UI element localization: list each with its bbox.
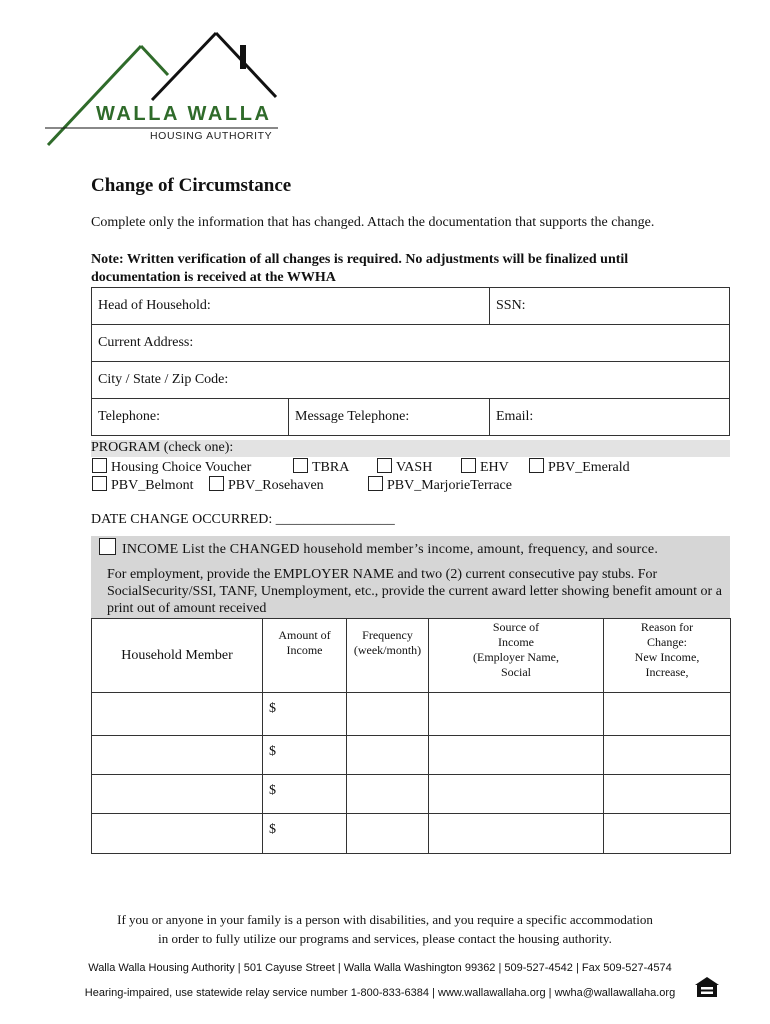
frequency-cell[interactable] [347,814,429,854]
program-option-tbra[interactable] [293,458,349,476]
col-household-member: Household Member [92,619,263,693]
telephone-field[interactable]: Telephone: [92,399,289,436]
frequency-cell[interactable] [347,736,429,775]
col-amount-line2: Income [286,643,323,657]
col-frequency-line1: Frequency [362,628,413,642]
income-heading[interactable] [99,538,658,558]
option-label: EHV [480,460,509,475]
checkbox[interactable] [92,476,107,491]
col-reason-line3: New Income, [634,650,700,664]
table-row [92,814,731,854]
program-option-marjorie[interactable] [368,476,512,494]
reason-cell[interactable] [604,775,731,814]
table-row [92,775,731,814]
amount-cell[interactable]: $ [263,736,347,775]
option-label: PBV_Belmont [111,478,194,493]
checkbox[interactable] [368,476,383,491]
col-reason-line1: Reason for [640,620,694,634]
income-checkbox[interactable] [99,538,116,555]
checkbox[interactable] [209,476,224,491]
table-row [92,736,731,775]
col-source-line1: Source of [492,620,540,634]
amount-cell[interactable]: $ [263,693,347,736]
city-state-zip-field[interactable]: City / State / Zip Code: [92,362,730,399]
program-option-belmont[interactable] [92,476,193,494]
option-label: PBV_Emerald [548,460,630,475]
source-cell[interactable] [429,736,604,775]
program-option-vash[interactable] [377,458,432,476]
frequency-cell[interactable] [347,775,429,814]
footer-relay: Hearing-impaired, use statewide relay service number 1-800-833-6384 | www.wallawallaha.org | wwha@wallawallaha.org [84,987,676,999]
col-amount [263,619,347,693]
accommodation-line1: If you or anyone in your family is a person with disabilities, and you require a specific accommodation [117,912,653,927]
member-cell[interactable] [92,693,263,736]
program-label: PROGRAM (check one): [91,440,234,455]
reason-cell[interactable] [604,693,731,736]
checkbox[interactable] [377,458,392,473]
income-heading-text: INCOME List the CHANGED household member’s income, amount, frequency, and source. [122,542,659,557]
source-cell[interactable] [429,775,604,814]
income-instructions: For employment, provide the EMPLOYER NAME and two (2) current consecutive pay stubs. For SocialSecurity/SSI, TANF, Unemployment, etc., provide the current award letter showing benefit amount or a print out of amount received [107,567,722,616]
date-change-field[interactable]: DATE CHANGE OCCURRED: _________________ [91,512,395,527]
col-frequency [347,619,429,693]
checkbox[interactable] [529,458,544,473]
table-row [92,693,731,736]
ssn-field[interactable]: SSN: [490,288,730,325]
col-frequency-line2: (week/month) [353,643,422,657]
col-source [429,619,604,693]
program-option-hcv[interactable] [92,458,251,476]
footer-address: Walla Walla Housing Authority | 501 Cayuse Street | Walla Walla Washington 99362 | 509-527-4542 | Fax 509-527-4574 [88,962,672,974]
program-option-ehv[interactable] [461,458,509,476]
current-address-field[interactable]: Current Address: [92,325,730,362]
source-cell[interactable] [429,814,604,854]
col-amount-line1: Amount of [278,628,331,642]
col-source-line3: (Employer Name, [473,650,559,664]
logo-subtitle: HOUSING AUTHORITY [150,130,273,142]
intro-text: Complete only the information that has changed. Attach the documentation that supports the change. [91,215,655,230]
checkbox[interactable] [293,458,308,473]
source-cell[interactable] [429,693,604,736]
amount-cell[interactable]: $ [263,814,347,854]
equal-housing-icon [694,976,720,998]
frequency-cell[interactable] [347,693,429,736]
message-telephone-field[interactable]: Message Telephone: [289,399,490,436]
income-table [91,618,731,854]
option-label: TBRA [312,460,350,475]
page-title: Change of Circumstance [91,175,292,196]
checkbox[interactable] [92,458,107,473]
col-reason-line4: Increase, [645,665,689,679]
amount-cell[interactable]: $ [263,775,347,814]
col-source-line4: Social [501,665,531,679]
col-reason-line2: Change: [647,635,687,649]
option-label: VASH [396,460,433,475]
option-label: Housing Choice Voucher [111,460,252,475]
col-source-line2: Income [498,635,534,649]
option-label: PBV_Rosehaven [228,478,324,493]
income-table-header [92,619,731,693]
program-option-rosehaven[interactable] [209,476,324,494]
accommodation-notice [60,910,710,948]
email-field[interactable]: Email: [490,399,730,436]
reason-cell[interactable] [604,736,731,775]
checkbox[interactable] [461,458,476,473]
col-reason [604,619,731,693]
member-cell[interactable] [92,736,263,775]
member-cell[interactable] [92,775,263,814]
note-text: Note: Written verification of all changes is required. No adjustments will be finalized until documentation is received at the WWHA [91,252,629,285]
option-label: PBV_MarjorieTerrace [387,478,512,493]
accommodation-line2: in order to fully utilize our programs and services, please contact the housing authority. [158,931,612,946]
program-option-emerald[interactable] [529,458,630,476]
reason-cell[interactable] [604,814,731,854]
logo-name: WALLA WALLA [96,103,272,125]
head-of-household-field[interactable]: Head of Household: [92,288,490,325]
contact-table [91,287,730,436]
member-cell[interactable] [92,814,263,854]
